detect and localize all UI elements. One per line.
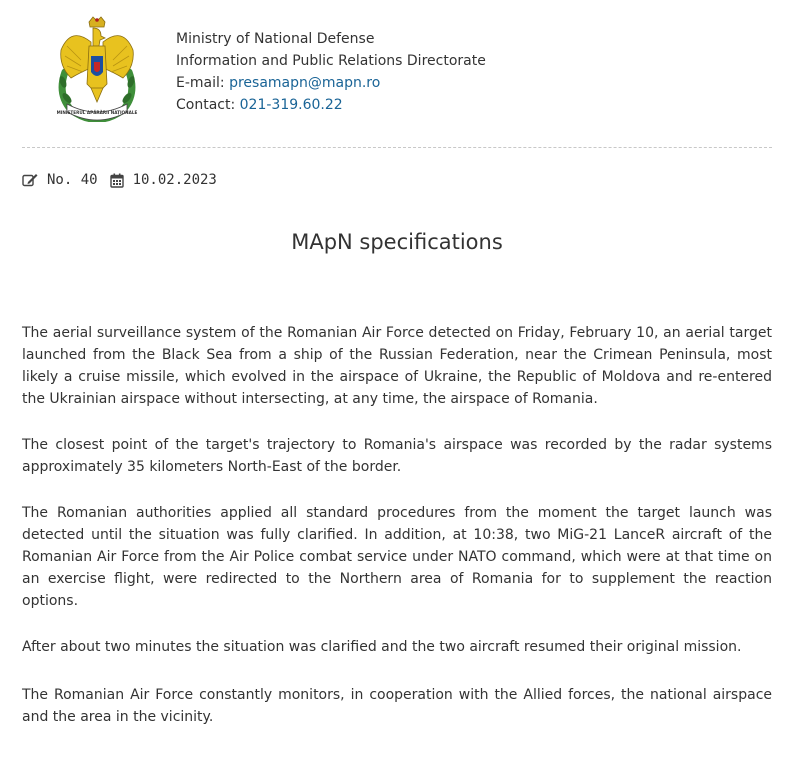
contact-label: Contact: [176,97,236,113]
release-number: No. 40 [47,172,98,188]
directorate-name: Information and Public Relations Directorate [176,53,486,69]
email-line [176,72,486,94]
logo-lettering: MINISTERUL APĂRĂRII NAȚIONALE [56,110,138,115]
article-paragraph: After about two minutes the situation was clarified and the two aircraft resumed their original mission. [22,639,742,655]
contact-block [176,28,486,116]
ministry-emblem-logo [51,16,143,122]
calendar-icon [110,173,124,188]
edit-icon [22,173,38,187]
header-divider [22,147,772,148]
page-title: MApN specifications [291,230,503,254]
org-name: Ministry of National Defense [176,31,375,47]
article-paragraph: The Romanian Air Force constantly monitors, in cooperation with the Allied forces, the national airspace and the area in the vicinity. [22,687,772,725]
email-label: E-mail: [176,75,225,91]
email-link[interactable]: presamapn@mapn.ro [229,75,381,91]
article-paragraph: The closest point of the target's trajectory to Romania's airspace was recorded by the radar systems approximately 35 kilometers North-East of the border. [22,437,772,475]
header [0,0,812,150]
article-body [22,322,772,752]
release-meta [22,170,217,190]
article-paragraph: The aerial surveillance system of the Romanian Air Force detected on Friday, February 10, an aerial target launched from the Black Sea from a ship of the Russian Federation, near the Crimean Peninsula, most likely a cruise missile, which evolved in the airspace of Ukraine, the Republic of Moldova and re-entered the Ukrainian airspace without intersecting, at any time, the airspace of Romania. [22,325,772,407]
release-date: 10.02.2023 [132,172,217,188]
phone-line [176,94,486,116]
article-paragraph: The Romanian authorities applied all standard procedures from the moment the target launch was detected until the situation was fully clarified. In addition, at 10:38, two MiG-21 LanceR aircraft of the Romanian Air Force from the Air Police combat service under NATO command, which were at that time on an exercise flight, were redirected to the Northern area of Romania for to supplement the reaction options. [22,505,772,609]
phone-link[interactable]: 021-319.60.22 [239,97,343,113]
